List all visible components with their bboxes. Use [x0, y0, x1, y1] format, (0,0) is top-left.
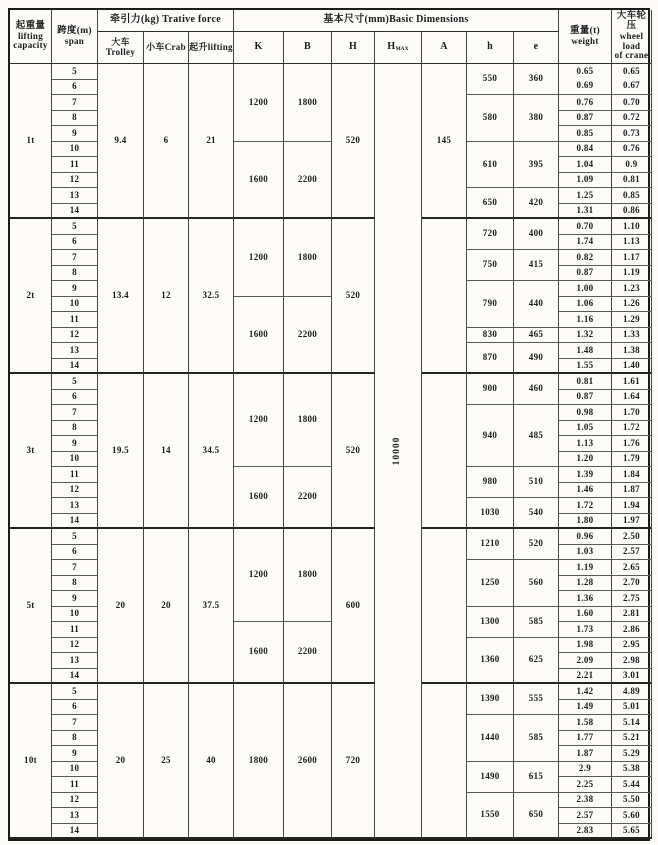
span-cell: 7: [52, 405, 98, 421]
wheel-load-cell: 1.94: [612, 498, 652, 514]
wheel-load-cell: 5.60: [612, 808, 652, 824]
wheel-load-cell: 1.19: [612, 266, 652, 282]
span-cell: 8: [52, 266, 98, 282]
wheel-load-cell: 1.17: [612, 250, 652, 266]
span-cell: 10: [52, 607, 98, 623]
header-col-K: K: [234, 32, 284, 64]
wheel-load-cell: 1.76: [612, 436, 652, 452]
wheel-load-cell: 1.87: [612, 483, 652, 499]
weight-cell: 1.03: [559, 545, 612, 561]
weight-cell: 0.87: [559, 266, 612, 282]
hmax-vertical-value: 10000: [392, 436, 403, 465]
span-cell: 11: [52, 622, 98, 638]
span-cell: 13: [52, 653, 98, 669]
trolley-force-cell: 20: [98, 684, 144, 839]
wheel-load-cell: 2.75: [612, 591, 652, 607]
dim-h-cell: 1300: [467, 607, 514, 638]
weight-cell: 1.16: [559, 312, 612, 328]
wheel-load-cell: 0.70: [612, 95, 652, 111]
dim-h-cell: 830: [467, 328, 514, 344]
dim-A-cell: 145: [422, 64, 467, 219]
weight-cell: 0.87: [559, 111, 612, 127]
dim-e-cell: 490: [514, 343, 559, 374]
dim-e-cell: 625: [514, 638, 559, 685]
dim-h-cell: 720: [467, 219, 514, 250]
wheel-load-cell: 1.79: [612, 452, 652, 468]
weight-cell: 1.46: [559, 483, 612, 499]
crane-spec-table: [8, 8, 650, 841]
capacity-cell: 3t: [10, 374, 52, 529]
weight-cell: 1.19: [559, 560, 612, 576]
span-cell: 9: [52, 281, 98, 297]
weight-cell: 1.13: [559, 436, 612, 452]
span-cell: 10: [52, 762, 98, 778]
header-span: [52, 10, 98, 64]
header-col-h: h: [467, 32, 514, 64]
dim-e-cell: 585: [514, 715, 559, 762]
span-cell: 5: [52, 64, 98, 80]
header-wheel-load-en1: wheel load: [619, 31, 644, 51]
wheel-load-cell: 1.64: [612, 390, 652, 406]
weight-cell: 1.73: [559, 622, 612, 638]
dim-H-cell: 600: [332, 529, 375, 684]
span-cell: 9: [52, 591, 98, 607]
dim-B-cell: 2600: [284, 684, 332, 839]
dim-e-cell: 360: [514, 64, 559, 95]
wheel-load-cell: 0.81: [612, 173, 652, 189]
weight-cell: 1.55: [559, 359, 612, 375]
dim-B-cell: 2200: [284, 622, 332, 684]
wheel-load-cell: 1.84: [612, 467, 652, 483]
header-lifting-capacity-en1: lifting: [17, 31, 44, 42]
weight-cell: 2.83: [559, 824, 612, 840]
dim-H-cell: 720: [332, 684, 375, 839]
span-cell: 14: [52, 824, 98, 840]
span-cell: 13: [52, 343, 98, 359]
wheel-load-cell: 2.70: [612, 576, 652, 592]
dim-e-cell: 440: [514, 281, 559, 328]
header-traction-force: 牵引力(kg) Trative force: [98, 10, 234, 32]
weight-cell: 2.38: [559, 793, 612, 809]
dim-H-cell: 520: [332, 64, 375, 219]
dim-B-cell: 2200: [284, 297, 332, 375]
dim-h-cell: 790: [467, 281, 514, 328]
wheel-load-cell-line: 0.67: [623, 80, 640, 91]
weight-cell: 0.87: [559, 390, 612, 406]
lifting-force-cell: 37.5: [189, 529, 234, 684]
weight-cell-line: 0.69: [576, 80, 594, 91]
dim-h-cell: 580: [467, 95, 514, 142]
header-lifting-capacity: [10, 10, 52, 64]
span-cell: 12: [52, 793, 98, 809]
span-cell: 13: [52, 498, 98, 514]
span-cell: 7: [52, 715, 98, 731]
weight-cell: 1.72: [559, 498, 612, 514]
wheel-load-cell: 2.81: [612, 607, 652, 623]
wheel-load-cell: 5.65: [612, 824, 652, 840]
dim-e-cell: 380: [514, 95, 559, 142]
dim-e-cell: 520: [514, 529, 559, 560]
weight-cell: 1.05: [559, 421, 612, 437]
dim-h-cell: 870: [467, 343, 514, 374]
weight-cell: 1.77: [559, 731, 612, 747]
span-cell: 8: [52, 421, 98, 437]
dim-h-cell: 610: [467, 142, 514, 189]
dim-K-cell: 1600: [234, 142, 284, 220]
dim-h-cell: 1360: [467, 638, 514, 685]
span-cell: 9: [52, 436, 98, 452]
span-cell: 6: [52, 545, 98, 561]
weight-cell: 1.74: [559, 235, 612, 251]
wheel-load-cell: 5.29: [612, 746, 652, 762]
span-cell: 7: [52, 95, 98, 111]
crab-force-cell: 14: [144, 374, 189, 529]
weight-cell: 1.36: [559, 591, 612, 607]
span-cell: 10: [52, 142, 98, 158]
trolley-force-cell: 19.5: [98, 374, 144, 529]
crab-force-cell: 12: [144, 219, 189, 374]
header-weight-en: weight: [571, 35, 599, 46]
lifting-force-cell: 32.5: [189, 219, 234, 374]
dim-e-cell: 560: [514, 560, 559, 607]
header-wheel-load-zh: 大车轮压: [616, 11, 647, 32]
weight-cell: 1.25: [559, 188, 612, 204]
weight-cell: 1.60: [559, 607, 612, 623]
dim-B-cell: 1800: [284, 529, 332, 622]
wheel-load-cell: 5.01: [612, 700, 652, 716]
dim-h-cell: 1550: [467, 793, 514, 840]
wheel-load-cell: 0.72: [612, 111, 652, 127]
wheel-load-cell: 1.29: [612, 312, 652, 328]
span-cell: 7: [52, 560, 98, 576]
weight-cell: 2.25: [559, 777, 612, 793]
weight-cell-line: 0.65: [576, 66, 594, 77]
wheel-load-cell: 1.33: [612, 328, 652, 344]
wheel-load-cell: 0.73: [612, 126, 652, 142]
span-cell: 12: [52, 328, 98, 344]
weight-cell: 1.39: [559, 467, 612, 483]
weight-cell: 2.09: [559, 653, 612, 669]
dim-B-cell: 1800: [284, 64, 332, 142]
span-cell: 6: [52, 235, 98, 251]
wheel-load-cell: 1.23: [612, 281, 652, 297]
span-cell: 9: [52, 746, 98, 762]
span-cell: 11: [52, 312, 98, 328]
wheel-load-cell: 2.57: [612, 545, 652, 561]
dim-A-cell: [422, 374, 467, 529]
header-basic-dimensions: 基本尺寸(mm)Basic Dimensions: [234, 10, 559, 32]
span-cell: 14: [52, 514, 98, 530]
dim-h-cell: 1030: [467, 498, 514, 529]
weight-cell: 0.96: [559, 529, 612, 545]
dim-e-cell: 465: [514, 328, 559, 344]
dim-e-cell: 510: [514, 467, 559, 498]
weight-cell: 1.49: [559, 700, 612, 716]
dim-e-cell: 585: [514, 607, 559, 638]
dim-e-cell: 420: [514, 188, 559, 219]
dim-h-cell: 750: [467, 250, 514, 281]
dim-K-cell: 1200: [234, 64, 284, 142]
crab-force-cell: 20: [144, 529, 189, 684]
span-cell: 11: [52, 157, 98, 173]
header-col-Hmax: [375, 32, 422, 64]
wheel-load-cell: 4.89: [612, 684, 652, 700]
weight-cell: 1.80: [559, 514, 612, 530]
dim-e-cell: 555: [514, 684, 559, 715]
span-cell: 7: [52, 250, 98, 266]
dim-h-cell: 1250: [467, 560, 514, 607]
weight-cell: 2.21: [559, 669, 612, 685]
lifting-force-cell: 34.5: [189, 374, 234, 529]
span-cell: 9: [52, 126, 98, 142]
wheel-load-cell: 1.10: [612, 219, 652, 235]
wheel-load-cell: 2.86: [612, 622, 652, 638]
dim-Hmax-cell: [375, 64, 422, 839]
wheel-load-cell: 1.40: [612, 359, 652, 375]
weight-cell: 1.00: [559, 281, 612, 297]
wheel-load-cell: 5.14: [612, 715, 652, 731]
span-cell: 14: [52, 204, 98, 220]
weight-cell: 1.98: [559, 638, 612, 654]
dim-K-cell: 1600: [234, 467, 284, 529]
wheel-load-cell: 1.26: [612, 297, 652, 313]
weight-cell: 1.58: [559, 715, 612, 731]
dim-h-cell: 1440: [467, 715, 514, 762]
wheel-load-cell: 2.65: [612, 560, 652, 576]
header-hoist-lifting: 起升lifting: [189, 32, 234, 64]
span-cell: 6: [52, 390, 98, 406]
dim-B-cell: 2200: [284, 142, 332, 220]
dim-h-cell: 980: [467, 467, 514, 498]
dim-e-cell: 415: [514, 250, 559, 281]
weight-cell: 0.81: [559, 374, 612, 390]
trolley-force-cell: 20: [98, 529, 144, 684]
wheel-load-cell: 1.97: [612, 514, 652, 530]
span-cell: 8: [52, 576, 98, 592]
lifting-force-cell: 40: [189, 684, 234, 839]
dim-h-cell: 940: [467, 405, 514, 467]
span-cell: 10: [52, 452, 98, 468]
dim-K-cell: 1200: [234, 374, 284, 467]
dim-h-cell: 650: [467, 188, 514, 219]
weight-cell: 1.48: [559, 343, 612, 359]
dim-h-cell: 1210: [467, 529, 514, 560]
dim-h-cell: 1490: [467, 762, 514, 793]
header-col-Hmax-main: H: [387, 41, 396, 53]
wheel-load-cell: 2.95: [612, 638, 652, 654]
wheel-load-cell: 5.44: [612, 777, 652, 793]
header-span-zh: 跨度(m): [57, 25, 92, 36]
dim-e-cell: 395: [514, 142, 559, 189]
dim-K-cell: 1600: [234, 622, 284, 684]
wheel-load-cell: 1.72: [612, 421, 652, 437]
span-cell: 5: [52, 219, 98, 235]
wheel-load-cell: 2.98: [612, 653, 652, 669]
wheel-load-cell: [612, 64, 652, 95]
dim-e-cell: 540: [514, 498, 559, 529]
wheel-load-cell: 5.21: [612, 731, 652, 747]
wheel-load-cell: 1.38: [612, 343, 652, 359]
span-cell: 5: [52, 529, 98, 545]
span-cell: 6: [52, 80, 98, 96]
header-weight-zh: 重量(t): [570, 25, 600, 36]
dim-e-cell: 615: [514, 762, 559, 793]
weight-cell: 1.87: [559, 746, 612, 762]
crab-force-cell: 25: [144, 684, 189, 839]
weight-cell: 1.32: [559, 328, 612, 344]
wheel-load-cell: 5.38: [612, 762, 652, 778]
weight-cell: 0.98: [559, 405, 612, 421]
weight-cell: 1.42: [559, 684, 612, 700]
header-span-en: span: [64, 35, 85, 46]
weight-cell: 1.04: [559, 157, 612, 173]
span-cell: 11: [52, 467, 98, 483]
wheel-load-cell: 1.70: [612, 405, 652, 421]
capacity-cell: 10t: [10, 684, 52, 839]
wheel-load-cell: 0.86: [612, 204, 652, 220]
weight-cell: 0.85: [559, 126, 612, 142]
dim-h-cell: 1390: [467, 684, 514, 715]
capacity-cell: 5t: [10, 529, 52, 684]
weight-cell: 1.09: [559, 173, 612, 189]
wheel-load-cell: 0.76: [612, 142, 652, 158]
span-cell: 6: [52, 700, 98, 716]
capacity-cell: 2t: [10, 219, 52, 374]
header-col-B: B: [284, 32, 332, 64]
span-cell: 8: [52, 731, 98, 747]
dim-A-cell: [422, 219, 467, 374]
weight-cell: 1.20: [559, 452, 612, 468]
weight-cell: 2.57: [559, 808, 612, 824]
wheel-load-cell-line: 0.65: [623, 66, 640, 77]
dim-e-cell: 400: [514, 219, 559, 250]
span-cell: 12: [52, 483, 98, 499]
span-cell: 13: [52, 808, 98, 824]
crab-force-cell: 6: [144, 64, 189, 219]
weight-cell: 0.84: [559, 142, 612, 158]
wheel-load-cell: 5.50: [612, 793, 652, 809]
capacity-cell: 1t: [10, 64, 52, 219]
wheel-load-cell: 0.85: [612, 188, 652, 204]
header-col-H: H: [332, 32, 375, 64]
header-crab: 小车Crab: [144, 32, 189, 64]
header-col-e: e: [514, 32, 559, 64]
span-cell: 8: [52, 111, 98, 127]
header-trolley: 大车Trolley: [98, 32, 144, 64]
span-cell: 5: [52, 684, 98, 700]
weight-cell: 2.9: [559, 762, 612, 778]
dim-A-cell: [422, 684, 467, 839]
dim-B-cell: 1800: [284, 219, 332, 297]
dim-H-cell: 520: [332, 374, 375, 529]
dim-h-cell: 550: [467, 64, 514, 95]
weight-cell: 1.28: [559, 576, 612, 592]
span-cell: 11: [52, 777, 98, 793]
header-lifting-capacity-en2: capacity: [13, 40, 48, 51]
wheel-load-cell: 2.50: [612, 529, 652, 545]
dim-K-cell: 1200: [234, 219, 284, 297]
trolley-force-cell: 9.4: [98, 64, 144, 219]
wheel-load-cell: 1.13: [612, 235, 652, 251]
wheel-load-cell: 1.61: [612, 374, 652, 390]
header-wheel-load: [612, 10, 652, 64]
dim-h-cell: 900: [467, 374, 514, 405]
lifting-force-cell: 21: [189, 64, 234, 219]
span-cell: 14: [52, 669, 98, 685]
dim-B-cell: 2200: [284, 467, 332, 529]
weight-cell: 0.82: [559, 250, 612, 266]
dim-K-cell: 1200: [234, 529, 284, 622]
dim-e-cell: 485: [514, 405, 559, 467]
dim-K-cell: 1800: [234, 684, 284, 839]
weight-cell: 1.06: [559, 297, 612, 313]
header-weight: [559, 10, 612, 64]
span-cell: 13: [52, 188, 98, 204]
dim-H-cell: 520: [332, 219, 375, 374]
weight-cell: [559, 64, 612, 95]
trolley-force-cell: 13.4: [98, 219, 144, 374]
header-col-A: A: [422, 32, 467, 64]
dim-B-cell: 1800: [284, 374, 332, 467]
span-cell: 10: [52, 297, 98, 313]
weight-cell: 0.76: [559, 95, 612, 111]
header-col-Hmax-sub: MAX: [395, 46, 409, 53]
dim-A-cell: [422, 529, 467, 684]
span-cell: 12: [52, 173, 98, 189]
dim-e-cell: 650: [514, 793, 559, 840]
wheel-load-cell: 3.01: [612, 669, 652, 685]
weight-cell: 0.70: [559, 219, 612, 235]
dim-K-cell: 1600: [234, 297, 284, 375]
dim-e-cell: 460: [514, 374, 559, 405]
span-cell: 12: [52, 638, 98, 654]
wheel-load-cell: 0.9: [612, 157, 652, 173]
span-cell: 5: [52, 374, 98, 390]
header-lifting-capacity-zh: 起重量: [15, 21, 46, 32]
header-wheel-load-en2: of crane: [614, 50, 649, 61]
span-cell: 14: [52, 359, 98, 375]
weight-cell: 1.31: [559, 204, 612, 220]
